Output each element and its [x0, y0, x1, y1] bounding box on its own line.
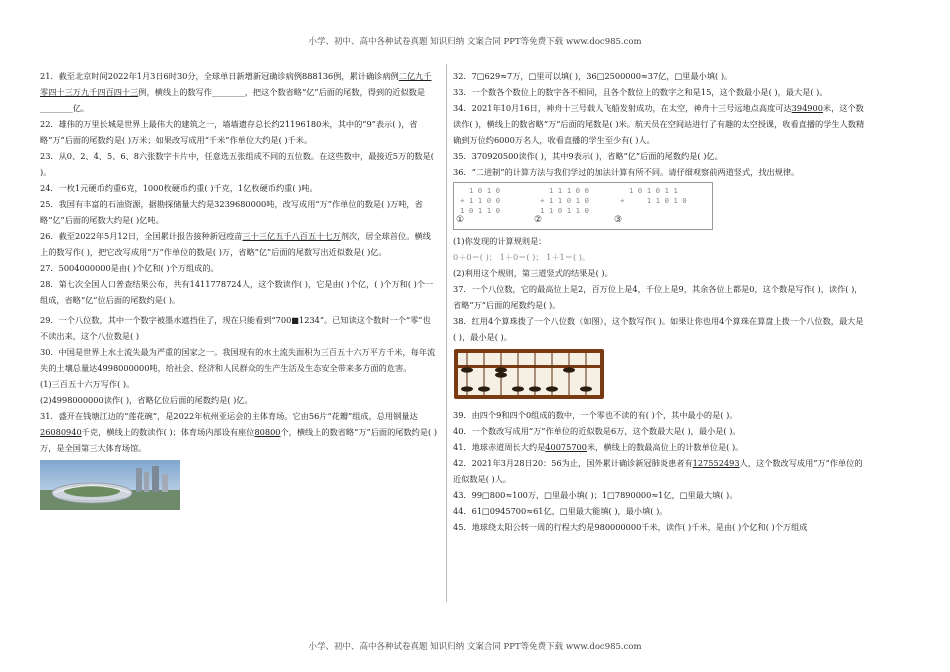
binary-sum-3: 1 0 1 0 1 1 + 1 1 0 1 0: [620, 186, 687, 205]
question-30: 30．中国是世界上水土流失最为严重的国家之一。我国现有的水土流失面积为三百五十六万平方千米，每年流失的土壤总量达4998000000吨，给社会、经济和人民群众的生产生活及生态安全带来多方面的危害。: [40, 347, 436, 373]
question-27: 27．5004000000是由( )个亿和( )个万组成的。: [40, 263, 219, 273]
question-41: 41．地球赤道周长大约是40075700米，横线上的数最高位上的计数单位是( )。: [453, 442, 744, 452]
question-36: 36．“二进制”的计算方法与我们学过的加法计算有所不同。请仔细观察前两道竖式，找出规律。: [453, 167, 800, 177]
question-44: 44．61□0945700≈61亿，□里最大能填( )，最小填( )。: [453, 506, 668, 516]
binary-addition-box: [453, 182, 713, 230]
question-38: 38．红用4个算珠拨了一个八位数（如图），这个数写作( )。如果让你也用4个算珠在算盘上拨一个八位数，最大是( )，最小是( )。: [453, 316, 864, 342]
question-30-part2: (2)4998000000读作( )，省略亿位后面的尾数约是( )亿。: [40, 395, 253, 405]
page-footer: 小学、初中、高中各种试卷真题 知识归纳 文案合同 PPT等免费下载 www.doc985.com: [308, 642, 642, 652]
question-21: 21．截至北京时间2022年1月3日6时30分，全球单日新增新冠确诊病例888136例，累计确诊病例二亿九千零四十三万九千四百四十三例，横线上的数写作________，把这个数省略“亿”后面的尾数，得到的近似数是________亿。: [40, 71, 432, 113]
question-36-part2: (2)利用这个规则，第三道竖式的结果是( )。: [453, 268, 613, 278]
question-25: 25．我国有丰富的石油资源，据勘探储量大约是3239680000吨，改写成用“万”作单位的数是( )万吨，省略“亿”后面的尾数大约是( )亿吨。: [40, 199, 423, 225]
question-43: 43．99□800≈100万，□里最小填( )；1□7890000≈1亿，□里最大填( )。: [453, 490, 738, 500]
label-1: ①: [456, 215, 465, 225]
question-32: 32．7□629≈7万，□里可以填( )，36□2500000≈37亿，□里最小填( )。: [453, 71, 733, 81]
column-divider: [446, 64, 447, 602]
question-36-part1: (1)你发现的计算规则是：: [453, 236, 547, 246]
page-header: 小学、初中、高中各种试卷真题 知识归纳 文案合同 PPT等免费下载 www.doc985.com: [308, 37, 642, 47]
question-22: 22．雄伟的万里长城是世界上最伟大的建筑之一，墙墙遗存总长约21196180米，其中的“9”表示( )，省略“万”后面的尾数约是( )万米；如果改写成用“千米”作单位大约是( )千米。: [40, 119, 418, 145]
question-23: 23．从0、2、4、5、6、8六张数字卡片中，任意选五张组成不同的五位数。在这些数中，最接近5万的数是( )。: [40, 151, 434, 177]
question-31: 31．盛开在钱塘江边的“莲花碗”，是2022年杭州亚运会的主体育场。它由56片“花瓣”组成，总用钢量达26080940千克，横线上的数读作( )；体育场内部设有座位80800个，横线上的数省略“万”后面的尾数约是( )万，是全国第三大体育场馆。: [40, 411, 438, 453]
question-29: 29．一个八位数，其中一个数字被墨水遮挡住了，现在只能看到“700■1234”。已知读这个数时一个“零”也不读出来，这个八位数是( ): [40, 315, 431, 341]
question-30-part1: (1)三百五十六万写作( )。: [40, 379, 135, 389]
stadium-photo: [40, 460, 180, 510]
label-3: ③: [614, 215, 623, 225]
question-26: 26．截至2022年5月12日，全国累计报告接种新冠疫苗三十三亿五千八百五十七万剂次，居全球首位。横线上的数写作( )，把它改写成用“万”作单位的数是( )万，省略“亿”后面的尾数写出近似数是( )亿。: [40, 231, 431, 257]
binary-rule: 0＋0＝( )； 1＋0＝( )； 1＋1＝( )。: [453, 252, 591, 262]
question-34: 34．2021年10月16日，神舟十三号载人飞船发射成功，在太空，神舟十三号远地点高度可达394900米，这个数读作( )，横线上的数省略“万”后面的尾数是( )米。航天员在空间站进行了有趣的太空授课，收看直播的学生人数精确到万位约6000万名人，收看直播的学生至少有( )人。: [453, 103, 865, 145]
question-42: 42．2021年3月28日20：56为止，国外累计确诊新冠肺炎患者有127552493人，这个数改写成用“万”作单位的近似数是( )人。: [453, 458, 863, 484]
question-37: 37．一个八位数，它的最高位上是2，百万位上是4，千位上是9，其余各位上都是0，这个数是写作( )，读作( )，省略“万”后面的尾数约是( )。: [453, 284, 863, 310]
question-39: 39．由四个9和四个0组成的数中，一个零也不读的有( )个，其中最小的是( )。: [453, 410, 738, 420]
binary-sum-2: 1 1 1 0 0 + 1 1 0 1 0 1 1 0 1 1 0: [540, 186, 589, 215]
question-24: 24．一枚1元硬币约重6克，1000枚硬币约重( )千克，1亿枚硬币约重( )吨。: [40, 183, 318, 193]
left-column: [40, 68, 438, 515]
label-2: ②: [534, 215, 543, 225]
right-column: [453, 68, 865, 535]
question-28: 28．第七次全国人口普查结果公布，共有1411778724人，这个数读作( )，它是由( )个亿，( )个万和( )个一组成，省略“亿”位后面的尾数约是( )。: [40, 279, 434, 305]
binary-sum-1: 1 0 1 0 + 1 1 0 0 1 0 1 1 0: [460, 186, 501, 215]
question-45: 45．地球绕太阳公转一周的行程大约是980000000千米，读作( )千米，是由( )个亿和( )个万组成: [453, 522, 808, 532]
abacus-image: [453, 348, 605, 400]
question-40: 40．一个数改写成用“万”作单位的近似数是6万，这个数最大是( )，最小是( )。: [453, 426, 741, 436]
question-33: 33．一个数各个数位上的数字各不相同，且各个数位上的数字之和是15，这个数最小是( )，最大是( )。: [453, 87, 828, 97]
question-35: 35．370920500读作( )，其中9表示( )，省略“亿”后面的尾数约是( )亿。: [453, 151, 723, 161]
